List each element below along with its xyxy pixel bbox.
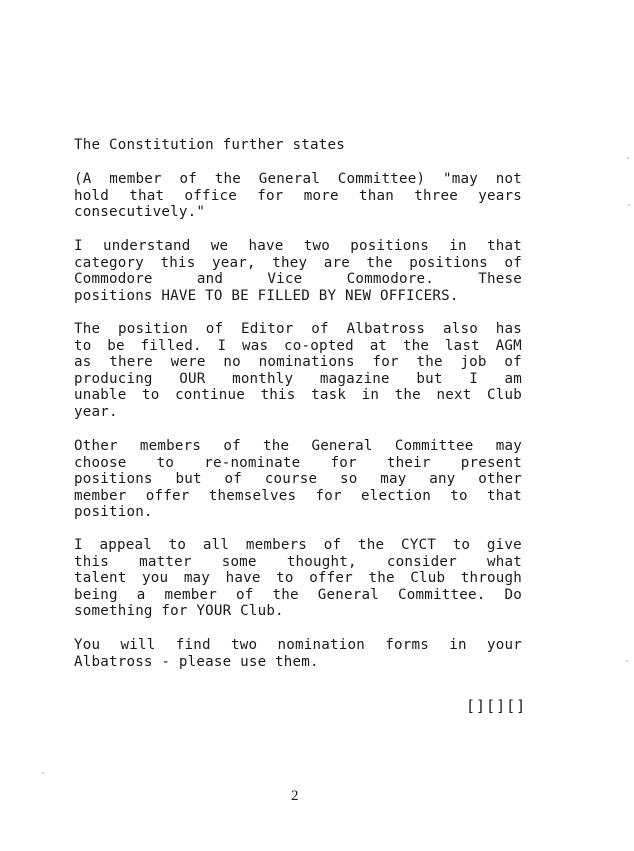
- word: for: [330, 454, 357, 471]
- word: monthly: [232, 370, 294, 387]
- word: some: [221, 553, 257, 570]
- word: member: [164, 586, 217, 603]
- word: but: [175, 471, 202, 488]
- word: the: [214, 171, 241, 187]
- word: other: [478, 471, 522, 488]
- word: offer: [145, 487, 190, 504]
- word: election: [361, 487, 431, 504]
- word: we: [210, 238, 229, 254]
- word: of: [179, 171, 197, 187]
- word: of: [504, 254, 522, 271]
- paragraph-renominate: [74, 438, 522, 521]
- paragraph-positions: [74, 238, 522, 304]
- word: for: [257, 187, 284, 204]
- page-number: 2: [291, 788, 299, 804]
- word: positions: [409, 254, 488, 271]
- word: offer: [309, 570, 353, 587]
- word: to: [142, 387, 160, 404]
- word: Club: [410, 570, 446, 587]
- word: may: [183, 570, 211, 587]
- word: have: [248, 238, 284, 254]
- word: your: [487, 637, 522, 653]
- word: Editor: [241, 321, 294, 337]
- word: These: [478, 271, 522, 288]
- word: that: [487, 487, 522, 504]
- paragraph-appeal: [74, 537, 522, 620]
- word: I: [74, 537, 83, 553]
- word: but: [416, 370, 443, 387]
- heading-text: The Constitution further states: [74, 137, 345, 153]
- word: Committee: [394, 438, 474, 454]
- word: nomination: [277, 637, 365, 653]
- word: two: [231, 637, 258, 653]
- word: member: [109, 171, 162, 187]
- word: themselves: [208, 487, 297, 504]
- word: the: [272, 586, 299, 603]
- word: no: [223, 354, 241, 371]
- paragraph-line: consecutively.": [74, 204, 206, 221]
- word: will: [120, 637, 156, 653]
- scan-speck: [42, 772, 44, 774]
- word: at: [369, 337, 388, 354]
- paragraph-line: [74, 438, 522, 455]
- word: may: [380, 471, 407, 488]
- word: in: [361, 387, 380, 404]
- word: appeal: [99, 537, 152, 553]
- word: through: [460, 570, 522, 587]
- paragraph-line: [74, 171, 522, 188]
- word: you: [142, 570, 169, 587]
- word: hold: [74, 187, 109, 204]
- word: members: [245, 537, 308, 553]
- word: for: [372, 354, 399, 371]
- word: forms: [385, 637, 429, 653]
- scan-speck: [628, 204, 630, 206]
- word: members: [139, 438, 202, 454]
- word: re-nominate: [204, 454, 301, 471]
- paragraph-line: Albatross - please use them.: [74, 653, 319, 670]
- word: last: [444, 337, 480, 354]
- word: talent: [74, 570, 127, 587]
- word: the: [368, 570, 395, 587]
- word: what: [486, 553, 522, 570]
- paragraph-line: year.: [74, 403, 118, 420]
- word: were: [170, 354, 206, 371]
- word: unable: [74, 387, 127, 404]
- paragraph-line: [74, 488, 522, 505]
- word: nominations: [258, 354, 355, 371]
- word: for: [315, 487, 342, 504]
- paragraph-term-limit: [74, 171, 522, 221]
- end-mark: [][][]: [466, 697, 527, 715]
- scan-speck: [627, 157, 629, 159]
- word: OUR: [179, 370, 206, 387]
- word: the: [402, 337, 430, 354]
- paragraph-line: [74, 455, 522, 472]
- word: I: [469, 370, 478, 387]
- word: continue: [175, 387, 245, 404]
- word: and: [196, 271, 224, 288]
- word: course: [264, 471, 318, 488]
- word: may: [495, 438, 522, 454]
- word: of: [236, 586, 254, 603]
- word: matter: [139, 553, 192, 570]
- word: position: [118, 321, 188, 337]
- word: so: [339, 471, 358, 488]
- word: to: [156, 454, 175, 471]
- word: Committee.: [398, 586, 486, 603]
- word: also: [442, 321, 478, 337]
- word: of: [223, 438, 241, 454]
- word: they: [272, 254, 308, 271]
- word: the: [263, 438, 290, 454]
- word: Committee): [337, 171, 426, 187]
- word: being: [74, 586, 118, 603]
- scan-speck: [626, 660, 628, 662]
- paragraph-line: [74, 238, 522, 255]
- word: I: [217, 337, 227, 354]
- word: give: [486, 537, 522, 553]
- word: three: [414, 187, 458, 204]
- word: to: [450, 487, 468, 504]
- word: to: [452, 537, 471, 553]
- word: as: [74, 354, 92, 371]
- word: category: [74, 254, 144, 271]
- paragraph-line: [74, 255, 522, 272]
- word: present: [460, 454, 522, 471]
- word: has: [495, 321, 522, 337]
- word: General: [258, 171, 320, 187]
- word: filled.: [140, 337, 202, 354]
- word: the: [358, 537, 385, 553]
- word: The: [74, 321, 101, 337]
- word: next: [436, 387, 472, 404]
- word: the: [366, 254, 393, 271]
- paragraph-line: [74, 471, 522, 488]
- word: this: [74, 553, 109, 570]
- word: two: [303, 238, 330, 254]
- word: years: [478, 187, 522, 204]
- paragraph-line: [74, 554, 522, 571]
- word: year,: [211, 254, 256, 271]
- word: to: [276, 570, 294, 587]
- paragraph-line: something for YOUR Club.: [74, 603, 284, 620]
- paragraph-line: [74, 321, 522, 338]
- paragraph-nomination-forms: [74, 637, 522, 670]
- word: member: [74, 487, 127, 504]
- word: be: [107, 337, 125, 354]
- word: this: [260, 387, 296, 404]
- word: there: [109, 354, 153, 371]
- paragraph-line: positions HAVE TO BE FILLED BY NEW OFFICERS.: [74, 287, 459, 304]
- word: Club: [487, 387, 522, 404]
- word: of: [504, 354, 522, 371]
- word: office: [184, 187, 237, 204]
- paragraph-line: [74, 637, 522, 654]
- paragraph-line: [74, 188, 522, 205]
- word: Commodore.: [346, 271, 435, 288]
- word: task: [311, 387, 347, 404]
- word: am: [504, 370, 522, 387]
- word: that: [487, 238, 522, 254]
- word: of: [323, 537, 342, 553]
- word: the: [394, 387, 421, 404]
- paragraph-line: [74, 338, 522, 355]
- word: any: [429, 471, 456, 488]
- word: thought,: [286, 553, 357, 570]
- word: of: [311, 321, 329, 337]
- paragraph-line: [74, 570, 522, 587]
- word: that: [129, 187, 165, 204]
- paragraph-line: [74, 271, 522, 288]
- word: (A: [74, 171, 92, 187]
- paragraph-line: [74, 587, 522, 604]
- word: consider: [386, 553, 457, 570]
- word: Commodore: [74, 271, 153, 288]
- paragraph-line: [74, 354, 522, 371]
- word: a: [136, 586, 146, 603]
- word: of: [205, 321, 224, 337]
- word: Albatross: [346, 321, 426, 337]
- word: General: [311, 438, 373, 454]
- word: job: [460, 354, 487, 371]
- paragraph-line: position.: [74, 504, 153, 521]
- word: General: [317, 586, 379, 603]
- word: the: [416, 354, 443, 371]
- word: Vice: [267, 271, 303, 288]
- word: in: [449, 238, 467, 254]
- word: more: [303, 187, 339, 204]
- word: was: [241, 337, 269, 354]
- word: Other: [74, 438, 118, 454]
- word: to: [168, 537, 187, 553]
- word: understand: [103, 238, 191, 254]
- paragraph-line: [74, 537, 522, 554]
- paragraph-editor: [74, 321, 522, 421]
- word: I: [74, 238, 83, 254]
- word: their: [386, 454, 431, 471]
- word: are: [323, 254, 350, 271]
- word: co-opted: [283, 337, 354, 354]
- word: in: [449, 637, 467, 653]
- word: Do: [504, 586, 522, 603]
- word: producing: [74, 370, 153, 387]
- paragraph-line: [74, 387, 522, 404]
- word: all: [202, 537, 230, 553]
- word: of: [224, 471, 242, 488]
- word: this: [160, 254, 196, 271]
- word: magazine: [319, 370, 390, 387]
- word: You: [74, 637, 101, 653]
- word: than: [359, 187, 394, 204]
- word: to: [74, 337, 92, 354]
- word: find: [175, 637, 211, 653]
- heading-line: [74, 137, 522, 154]
- word: not: [495, 171, 522, 187]
- word: AGM: [495, 337, 522, 354]
- word: positions: [350, 238, 429, 254]
- word: positions: [74, 471, 153, 488]
- word: "may: [442, 171, 478, 187]
- paragraph-line: [74, 371, 522, 388]
- word: have: [225, 570, 261, 587]
- word: choose: [74, 454, 127, 471]
- word: CYCT: [400, 537, 436, 553]
